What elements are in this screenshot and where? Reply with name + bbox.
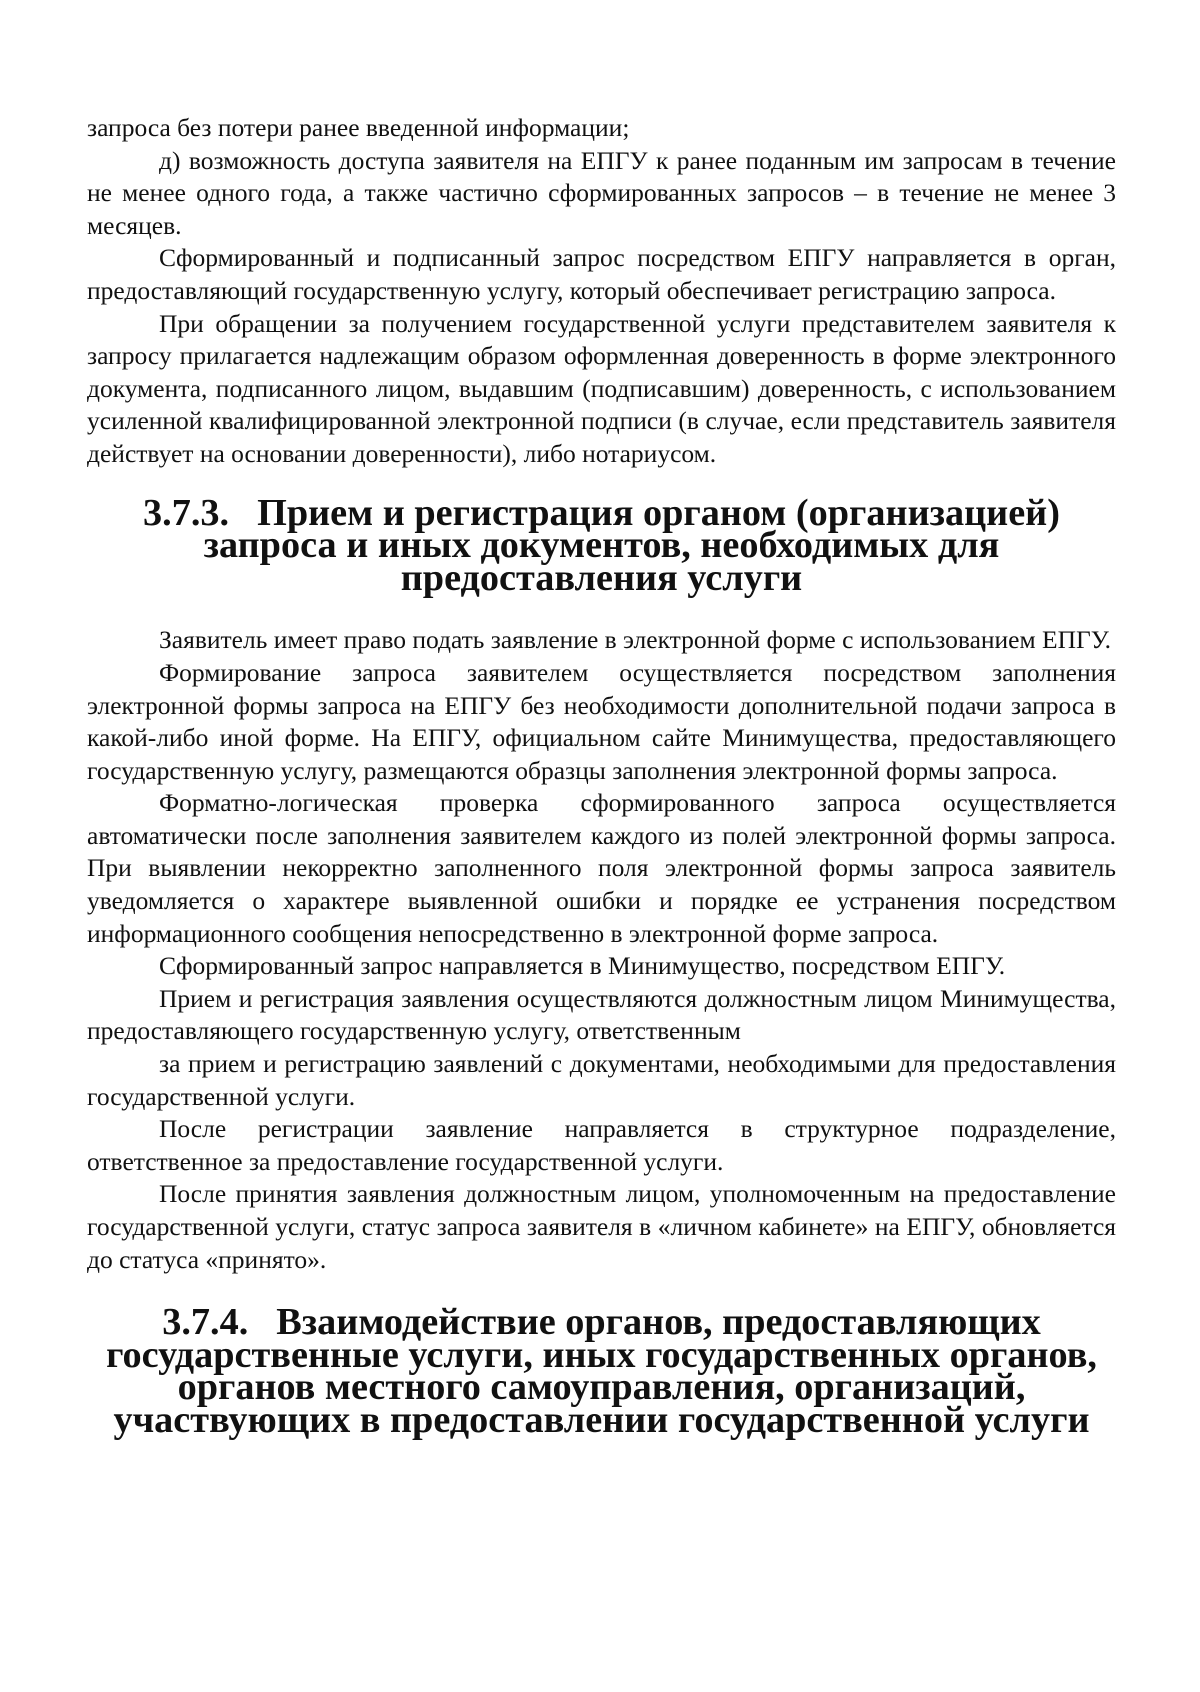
section-number: 3.7.4. <box>162 1301 249 1344</box>
paragraph: д) возможность доступа заявителя на ЕПГУ к ранее поданным им запросам в течение не менее одного года, а также частично сформированных запросов – в течение не менее 3 месяцев. <box>87 145 1116 240</box>
paragraph: После регистрации заявление направляется в структурное подразделение, ответственное за предоставление государственной услуги. <box>87 1114 1116 1176</box>
paragraph: Прием и регистрация заявления осуществляются должностным лицом Минимущества, предоставляющего государственную услугу, ответственным <box>87 983 1116 1046</box>
paragraph: Форматно-логическая проверка сформированного запроса осуществляется автоматически после заполнения заявителем каждого из полей электронной формы запроса. При выявлении некорректно заполненного поля электронной формы запроса заявитель уведомляется о характере выявленной ошибки и порядке ее устранения посредством информационного сообщения непосредственно в электронной форме запроса. <box>87 788 1116 948</box>
section-heading-3-7-3 <box>87 491 1116 599</box>
paragraph: После принятия заявления должностным лицом, уполномоченным на предоставление государственной услуги, статус запроса заявителя в «личном кабинете» на ЕПГУ, обновляется до статуса «принято». <box>87 1179 1116 1274</box>
paragraph: Формирование запроса заявителем осуществляется посредством заполнения электронной формы запроса на ЕПГУ без необходимости дополнительной подачи запроса в какой-либо иной форме. На ЕПГУ, официальном сайте Минимущества, предоставляющего государственную услугу, размещаются образцы заполнения электронной формы запроса. <box>87 657 1116 785</box>
paragraph: Сформированный запрос направляется в Минимущество, посредством ЕПГУ. <box>159 951 1006 981</box>
paragraph: запроса без потери ранее введенной информации; <box>87 113 630 142</box>
document-body <box>87 112 1116 1441</box>
section-number: 3.7.3. <box>143 491 230 534</box>
paragraph: При обращении за получением государственной услуги представителем заявителя к запросу прилагается надлежащим образом оформленная доверенность в форме электронного документа, подписанного лицом, выдавшим (подписавшим) доверенность, с использованием усиленной квалифицированной электронной подписи (в случае, если представитель заявителя действует на основании доверенности), либо нотариусом. <box>87 308 1116 468</box>
section-title: Прием и регистрация органом (организацией) запроса и иных документов, необходимых для предоставления услуги <box>203 491 1060 599</box>
section-heading-3-7-4 <box>87 1301 1116 1441</box>
paragraph: за прием и регистрацию заявлений с документами, необходимыми для предоставления государственной услуги. <box>87 1049 1116 1111</box>
paragraph: Заявитель имеет право подать заявление в электронной форме с использованием ЕПГУ. <box>159 625 1112 655</box>
section-title: Взаимодействие органов, предоставляющих государственные услуги, иных государственных органов, органов местного самоуправления, организаций, участвующих в предоставлении государственной услуги <box>106 1301 1097 1441</box>
paragraph: Сформированный и подписанный запрос посредством ЕПГУ направляется в орган, предоставляющий государственную услугу, который обеспечивает регистрацию запроса. <box>87 243 1116 305</box>
